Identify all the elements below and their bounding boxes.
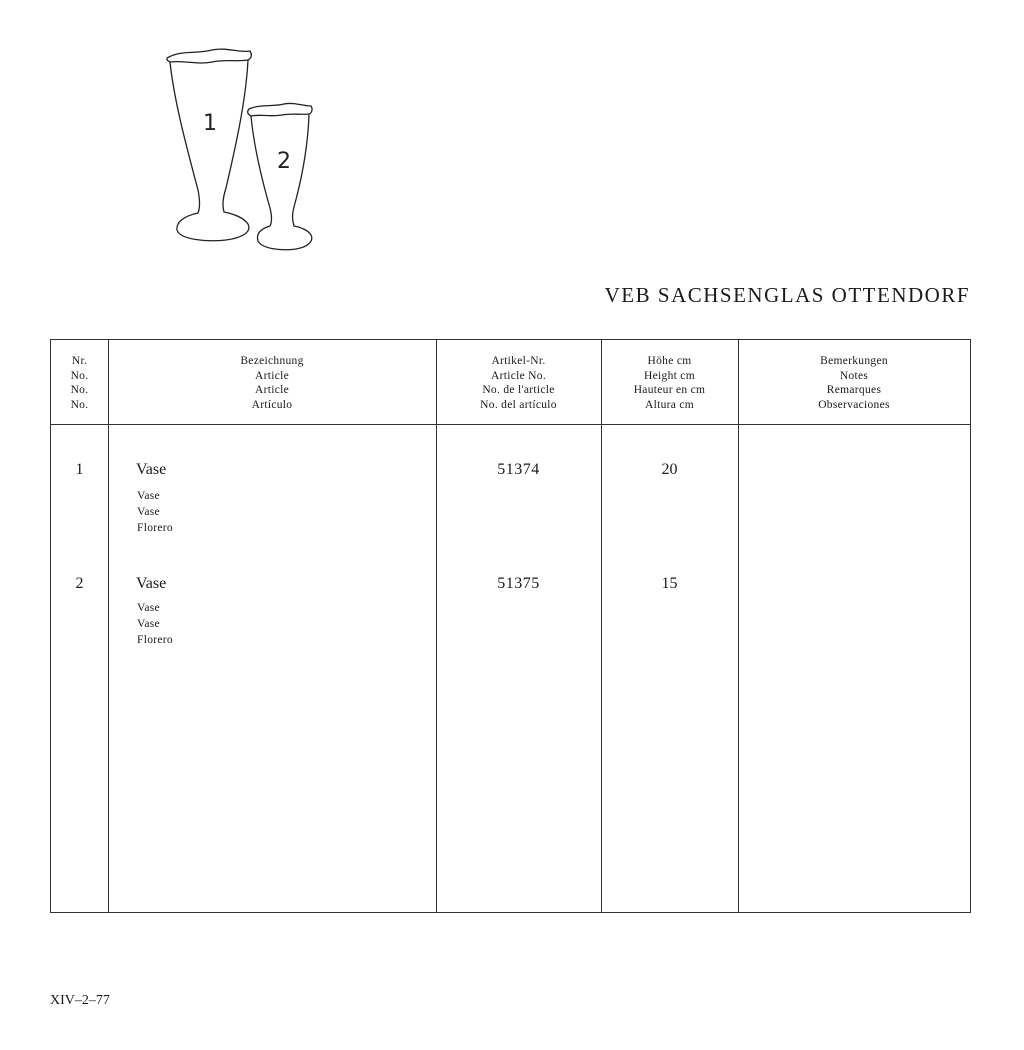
header-notes-en: Notes [839, 369, 869, 382]
header-nr-de: Nr. [71, 355, 88, 367]
vase-1-label: 1 [203, 111, 217, 136]
page-code: XIV–2–77 [50, 993, 110, 1008]
row-2-translation-es: Florero [137, 634, 173, 646]
header-height-de: Höhe cm [647, 355, 692, 367]
header-nr [51, 354, 108, 412]
row-1-translation-en: Vase [137, 490, 160, 502]
row-1-translation-es: Florero [137, 522, 173, 534]
header-name [108, 354, 436, 412]
company-name: VEB SACHSENGLAS OTTENDORF [604, 283, 970, 307]
row-1-name: Vase [136, 461, 167, 478]
header-name-de: Bezeichnung [240, 355, 304, 367]
catalog-table [50, 339, 971, 913]
header-notes-de: Bemerkungen [820, 355, 888, 367]
header-name-en: Article [254, 369, 290, 382]
header-nr-fr: No. [70, 384, 89, 396]
header-name-fr: Article [254, 384, 290, 396]
header-notes-es: Observaciones [818, 398, 890, 411]
header-article-no-en: Article No. [490, 369, 547, 382]
header-height-en: Height cm [644, 369, 695, 382]
header-height [601, 354, 738, 412]
vase-2-label: 2 [277, 149, 291, 174]
row-2-translations [137, 600, 173, 648]
vase-drawing [160, 40, 330, 265]
header-notes [738, 354, 970, 412]
row-2-article-no: 51375 [497, 575, 540, 592]
vase-illustration [160, 40, 330, 265]
row-2-nr: 2 [75, 575, 84, 592]
header-nr-en: No. [70, 369, 89, 382]
row-1-translation-fr: Vase [137, 506, 160, 518]
column-divider [436, 340, 437, 912]
header-article-no-de: Artikel-Nr. [491, 355, 546, 367]
header-name-es: Artículo [251, 398, 293, 411]
row-1-nr: 1 [75, 461, 84, 478]
row-2-translation-en: Vase [137, 602, 160, 614]
column-divider [738, 340, 739, 912]
row-2-height: 15 [661, 575, 678, 592]
row-2-name: Vase [136, 575, 167, 592]
vase-1-outline [167, 49, 251, 241]
row-1-height: 20 [661, 461, 678, 478]
header-rule [51, 424, 970, 425]
header-nr-es: No. [70, 398, 89, 411]
row-1-translations [137, 488, 173, 536]
row-1-article-no: 51374 [497, 461, 540, 478]
header-article-no-fr: No. de l'article [482, 384, 555, 396]
row-2-translation-fr: Vase [137, 618, 160, 630]
header-height-es: Altura cm [644, 398, 694, 411]
header-article-no [436, 354, 601, 412]
column-divider [601, 340, 602, 912]
vase-2-outline [248, 103, 312, 249]
column-divider [108, 340, 109, 912]
header-height-fr: Hauteur en cm [633, 384, 706, 396]
header-notes-fr: Remarques [826, 384, 882, 396]
header-article-no-es: No. del artículo [480, 398, 557, 411]
